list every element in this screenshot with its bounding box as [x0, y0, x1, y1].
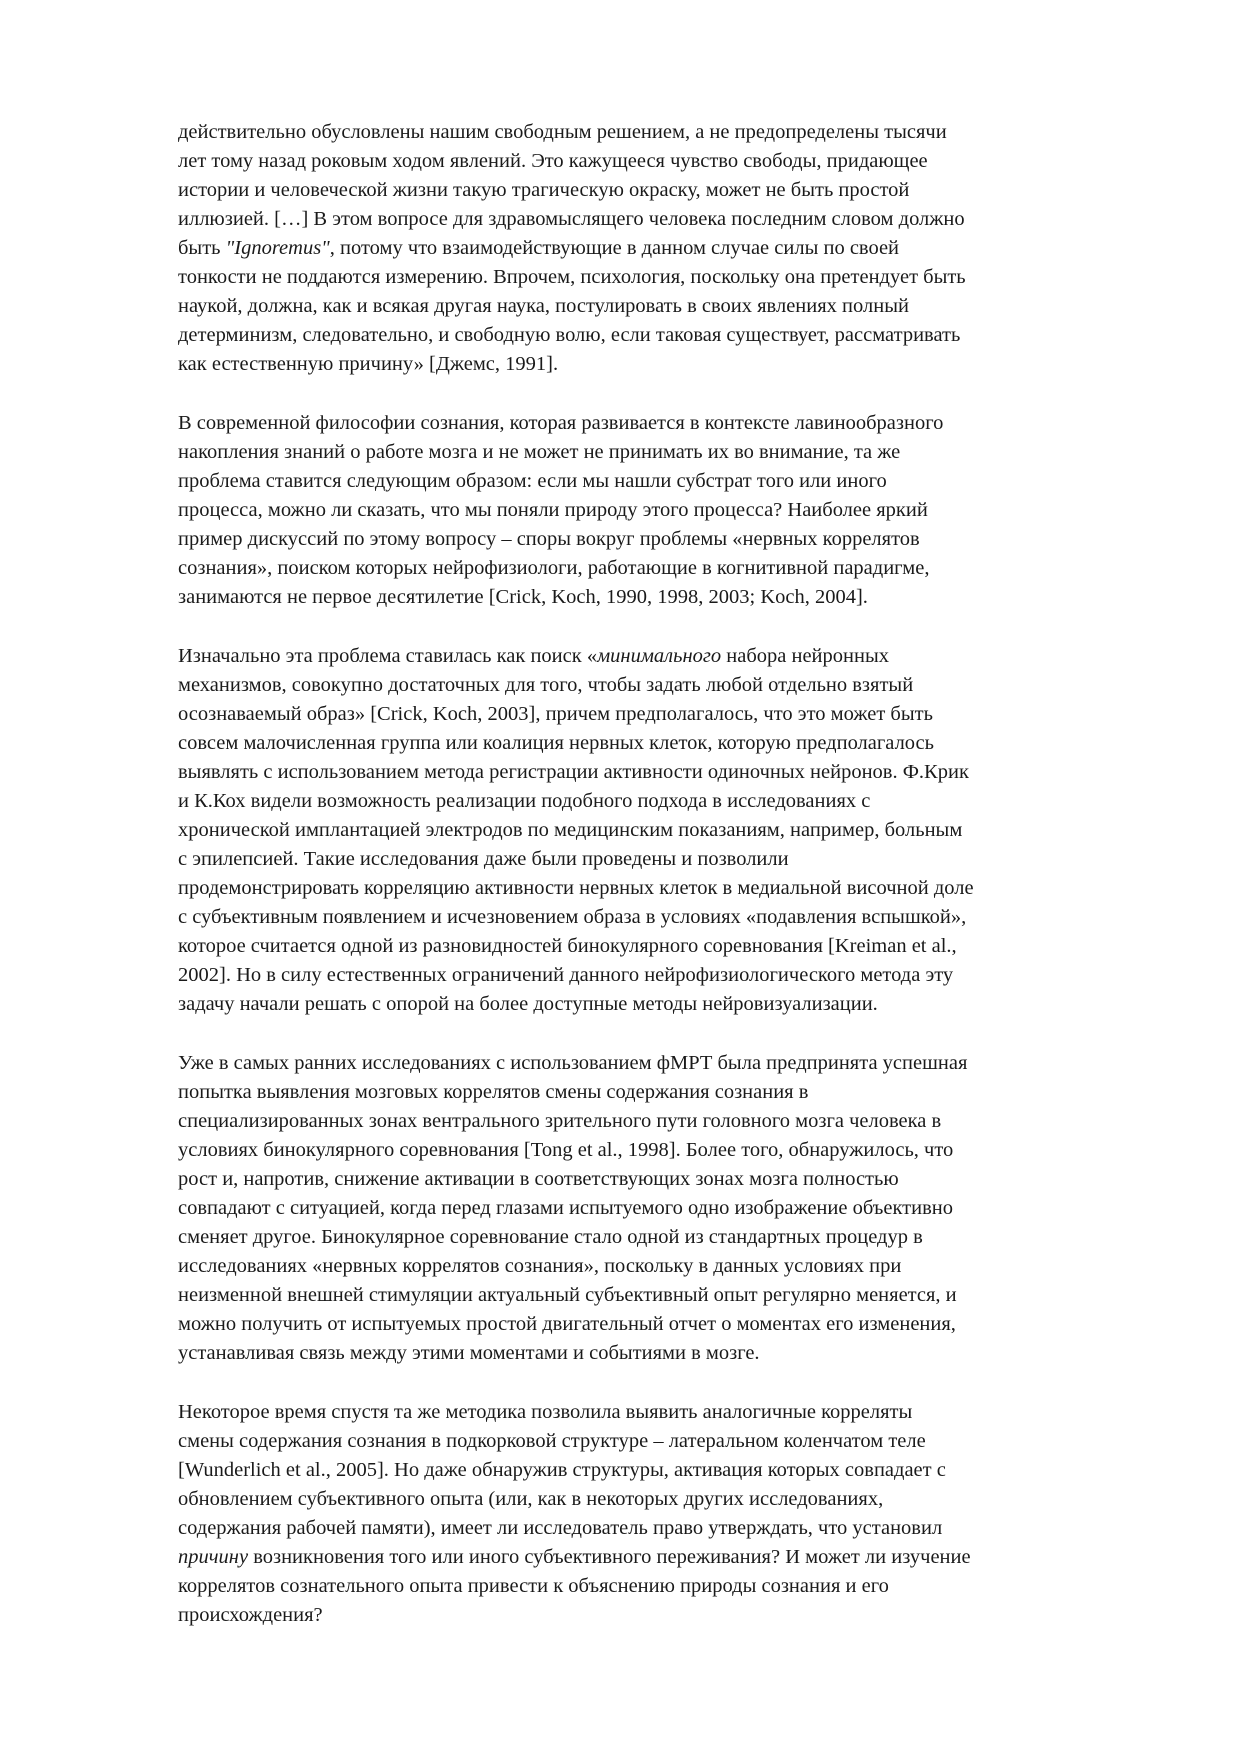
text-segment: Уже в самых ранних исследованиях с использованием фМРТ была предпринята успешная	[178, 1052, 968, 1074]
text-segment: возникновения того или иного субъективного переживания? И может ли изучение	[248, 1546, 971, 1568]
text-line	[178, 350, 1168, 379]
text-segment: с эпилепсией. Такие исследования даже были проведены и позволили	[178, 848, 789, 870]
paragraph	[178, 118, 1168, 379]
text-segment: Некоторое время спустя та же методика позволила выявить аналогичные корреляты	[178, 1401, 913, 1423]
text-segment: детерминизм, следовательно, и свободную волю, если таковая существует, рассматривать	[178, 324, 961, 346]
text-line	[178, 758, 1168, 787]
text-segment: неизменной внешней стимуляции актуальный субъективный опыт регулярно меняется, и	[178, 1284, 957, 1306]
text-segment: наукой, должна, как и всякая другая наука, постулировать в своих явлениях полный	[178, 295, 909, 317]
text-line	[178, 263, 1168, 292]
text-line	[178, 845, 1168, 874]
text-line	[178, 1136, 1168, 1165]
text-segment: пример дискуссий по этому вопросу – споры вокруг проблемы «нервных коррелятов	[178, 528, 920, 550]
text-line	[178, 1427, 1168, 1456]
text-segment: набора нейронных	[721, 645, 889, 667]
text-line	[178, 438, 1168, 467]
text-segment: занимаются не первое десятилетие [Crick, Koch, 1990, 1998, 2003; Koch, 2004].	[178, 586, 868, 608]
text-line	[178, 1601, 1168, 1630]
text-segment: Изначально эта проблема ставилась как поиск «	[178, 645, 598, 667]
text-segment: коррелятов сознательного опыта привести к объяснению природы сознания и его	[178, 1575, 889, 1597]
text-segment: происхождения?	[178, 1604, 323, 1626]
text-line	[178, 467, 1168, 496]
text-segment: лет тому назад роковым ходом явлений. Это кажущееся чувство свободы, придающее	[178, 150, 928, 172]
text-line	[178, 1485, 1168, 1514]
text-line	[178, 118, 1168, 147]
text-segment: сознания», поиском которых нейрофизиологи, работающие в когнитивной парадигме,	[178, 557, 930, 579]
text-line	[178, 961, 1168, 990]
text-line	[178, 700, 1168, 729]
text-segment: совсем малочисленная группа или коалиция нервных клеток, которую предполагалось	[178, 732, 935, 754]
text-line	[178, 787, 1168, 816]
text-segment: задачу начали решать с опорой на более доступные методы нейровизуализации.	[178, 993, 878, 1015]
text-segment: В современной философии сознания, которая развивается в контексте лавинообразного	[178, 412, 944, 434]
text-line	[178, 525, 1168, 554]
text-segment: устанавливая связь между этими моментами и событиями в мозге.	[178, 1342, 760, 1364]
text-line	[178, 816, 1168, 845]
text-segment: обновлением субъективного опыта (или, как в некоторых других исследованиях,	[178, 1488, 884, 1510]
text-segment: [Wunderlich et al., 2005]. Но даже обнаружив структуры, активация которых совпадает с	[178, 1459, 946, 1481]
text-segment: проблема ставится следующим образом: если мы нашли субстрат того или иного	[178, 470, 887, 492]
text-segment: условиях бинокулярного соревнования [Tong et al., 1998]. Более того, обнаружилось, что	[178, 1139, 954, 1161]
text-segment: смены содержания сознания в подкорковой структуре – латеральном коленчатом теле	[178, 1430, 926, 1452]
text-line	[178, 1252, 1168, 1281]
text-line	[178, 583, 1168, 612]
text-segment: совпадают с ситуацией, когда перед глазами испытуемого одно изображение объективно	[178, 1197, 953, 1219]
text-segment: хронической имплантацией электродов по медицинским показаниям, например, больным	[178, 819, 963, 841]
text-line	[178, 1049, 1168, 1078]
text-segment: содержания рабочей памяти), имеет ли исследователь право утверждать, что установил	[178, 1517, 943, 1539]
text-segment: быть	[178, 237, 226, 259]
document-body	[178, 118, 1168, 1660]
paragraph	[178, 642, 1168, 1019]
text-segment: рост и, напротив, снижение активации в соответствующих зонах мозга полностью	[178, 1168, 899, 1190]
text-line	[178, 409, 1168, 438]
text-segment: процесса, можно ли сказать, что мы поняли природу этого процесса? Наиболее яркий	[178, 499, 928, 521]
text-segment: которое считается одной из разновидностей бинокулярного соревнования [Kreiman et al.,	[178, 935, 957, 957]
text-line	[178, 205, 1168, 234]
text-line	[178, 1107, 1168, 1136]
text-line	[178, 147, 1168, 176]
text-segment: тонкости не поддаются измерению. Впрочем, психология, поскольку она претендует быть	[178, 266, 966, 288]
text-segment: осознаваемый образ» [Crick, Koch, 2003], причем предполагалось, что это может быть	[178, 703, 933, 725]
text-line	[178, 990, 1168, 1019]
text-segment: накопления знаний о работе мозга и не может не принимать их во внимание, та же	[178, 441, 901, 463]
text-segment: сменяет другое. Бинокулярное соревнование стало одной из стандартных процедур в	[178, 1226, 923, 1248]
text-segment: действительно обусловлены нашим свободным решением, а не предопределены тысячи	[178, 121, 947, 143]
text-line	[178, 234, 1168, 263]
text-line	[178, 1339, 1168, 1368]
text-line	[178, 1572, 1168, 1601]
text-line	[178, 1398, 1168, 1427]
text-line	[178, 642, 1168, 671]
text-segment: истории и человеческой жизни такую трагическую окраску, может не быть простой	[178, 179, 910, 201]
text-line	[178, 1223, 1168, 1252]
text-segment: и К.Кох видели возможность реализации подобного подхода в исследованиях с	[178, 790, 871, 812]
italic-text: "Ignoremus"	[225, 237, 330, 259]
text-segment: механизмов, совокупно достаточных для того, чтобы задать любой отдельно взятый	[178, 674, 914, 696]
text-line	[178, 1194, 1168, 1223]
text-segment: иллюзией. […] В этом вопросе для здравомыслящего человека последним словом должно	[178, 208, 965, 230]
text-line	[178, 176, 1168, 205]
text-line	[178, 1078, 1168, 1107]
text-line	[178, 1281, 1168, 1310]
text-line	[178, 1165, 1168, 1194]
text-segment: выявлять с использованием метода регистрации активности одиночных нейронов. Ф.Крик	[178, 761, 969, 783]
text-segment: специализированных зонах вентрального зрительного пути головного мозга человека в	[178, 1110, 942, 1132]
text-line	[178, 1456, 1168, 1485]
text-line	[178, 321, 1168, 350]
text-segment: исследованиях «нервных коррелятов сознания», поскольку в данных условиях при	[178, 1255, 902, 1277]
text-line	[178, 671, 1168, 700]
italic-text: причину	[178, 1546, 249, 1568]
paragraph	[178, 1049, 1168, 1368]
text-segment: можно получить от испытуемых простой двигательный отчет о моментах его изменения,	[178, 1313, 956, 1335]
text-line	[178, 1543, 1168, 1572]
text-segment: , потому что взаимодействующие в данном случае силы по своей	[329, 237, 900, 259]
paragraph	[178, 1398, 1168, 1630]
text-segment: с субъективным появлением и исчезновением образа в условиях «подавления вспышкой»,	[178, 906, 967, 928]
text-line	[178, 729, 1168, 758]
paragraph	[178, 409, 1168, 612]
text-line	[178, 496, 1168, 525]
text-line	[178, 554, 1168, 583]
text-line	[178, 903, 1168, 932]
text-segment: 2002]. Но в силу естественных ограничений данного нейрофизиологического метода эту	[178, 964, 954, 986]
text-line	[178, 932, 1168, 961]
text-segment: продемонстрировать корреляцию активности нервных клеток в медиальной височной доле	[178, 877, 974, 899]
text-segment: попытка выявления мозговых коррелятов смены содержания сознания в	[178, 1081, 809, 1103]
text-line	[178, 874, 1168, 903]
text-segment: как естественную причину» [Джемс, 1991].	[178, 353, 559, 375]
text-line	[178, 1310, 1168, 1339]
italic-text: минимального	[597, 645, 722, 667]
text-line	[178, 1514, 1168, 1543]
text-line	[178, 292, 1168, 321]
